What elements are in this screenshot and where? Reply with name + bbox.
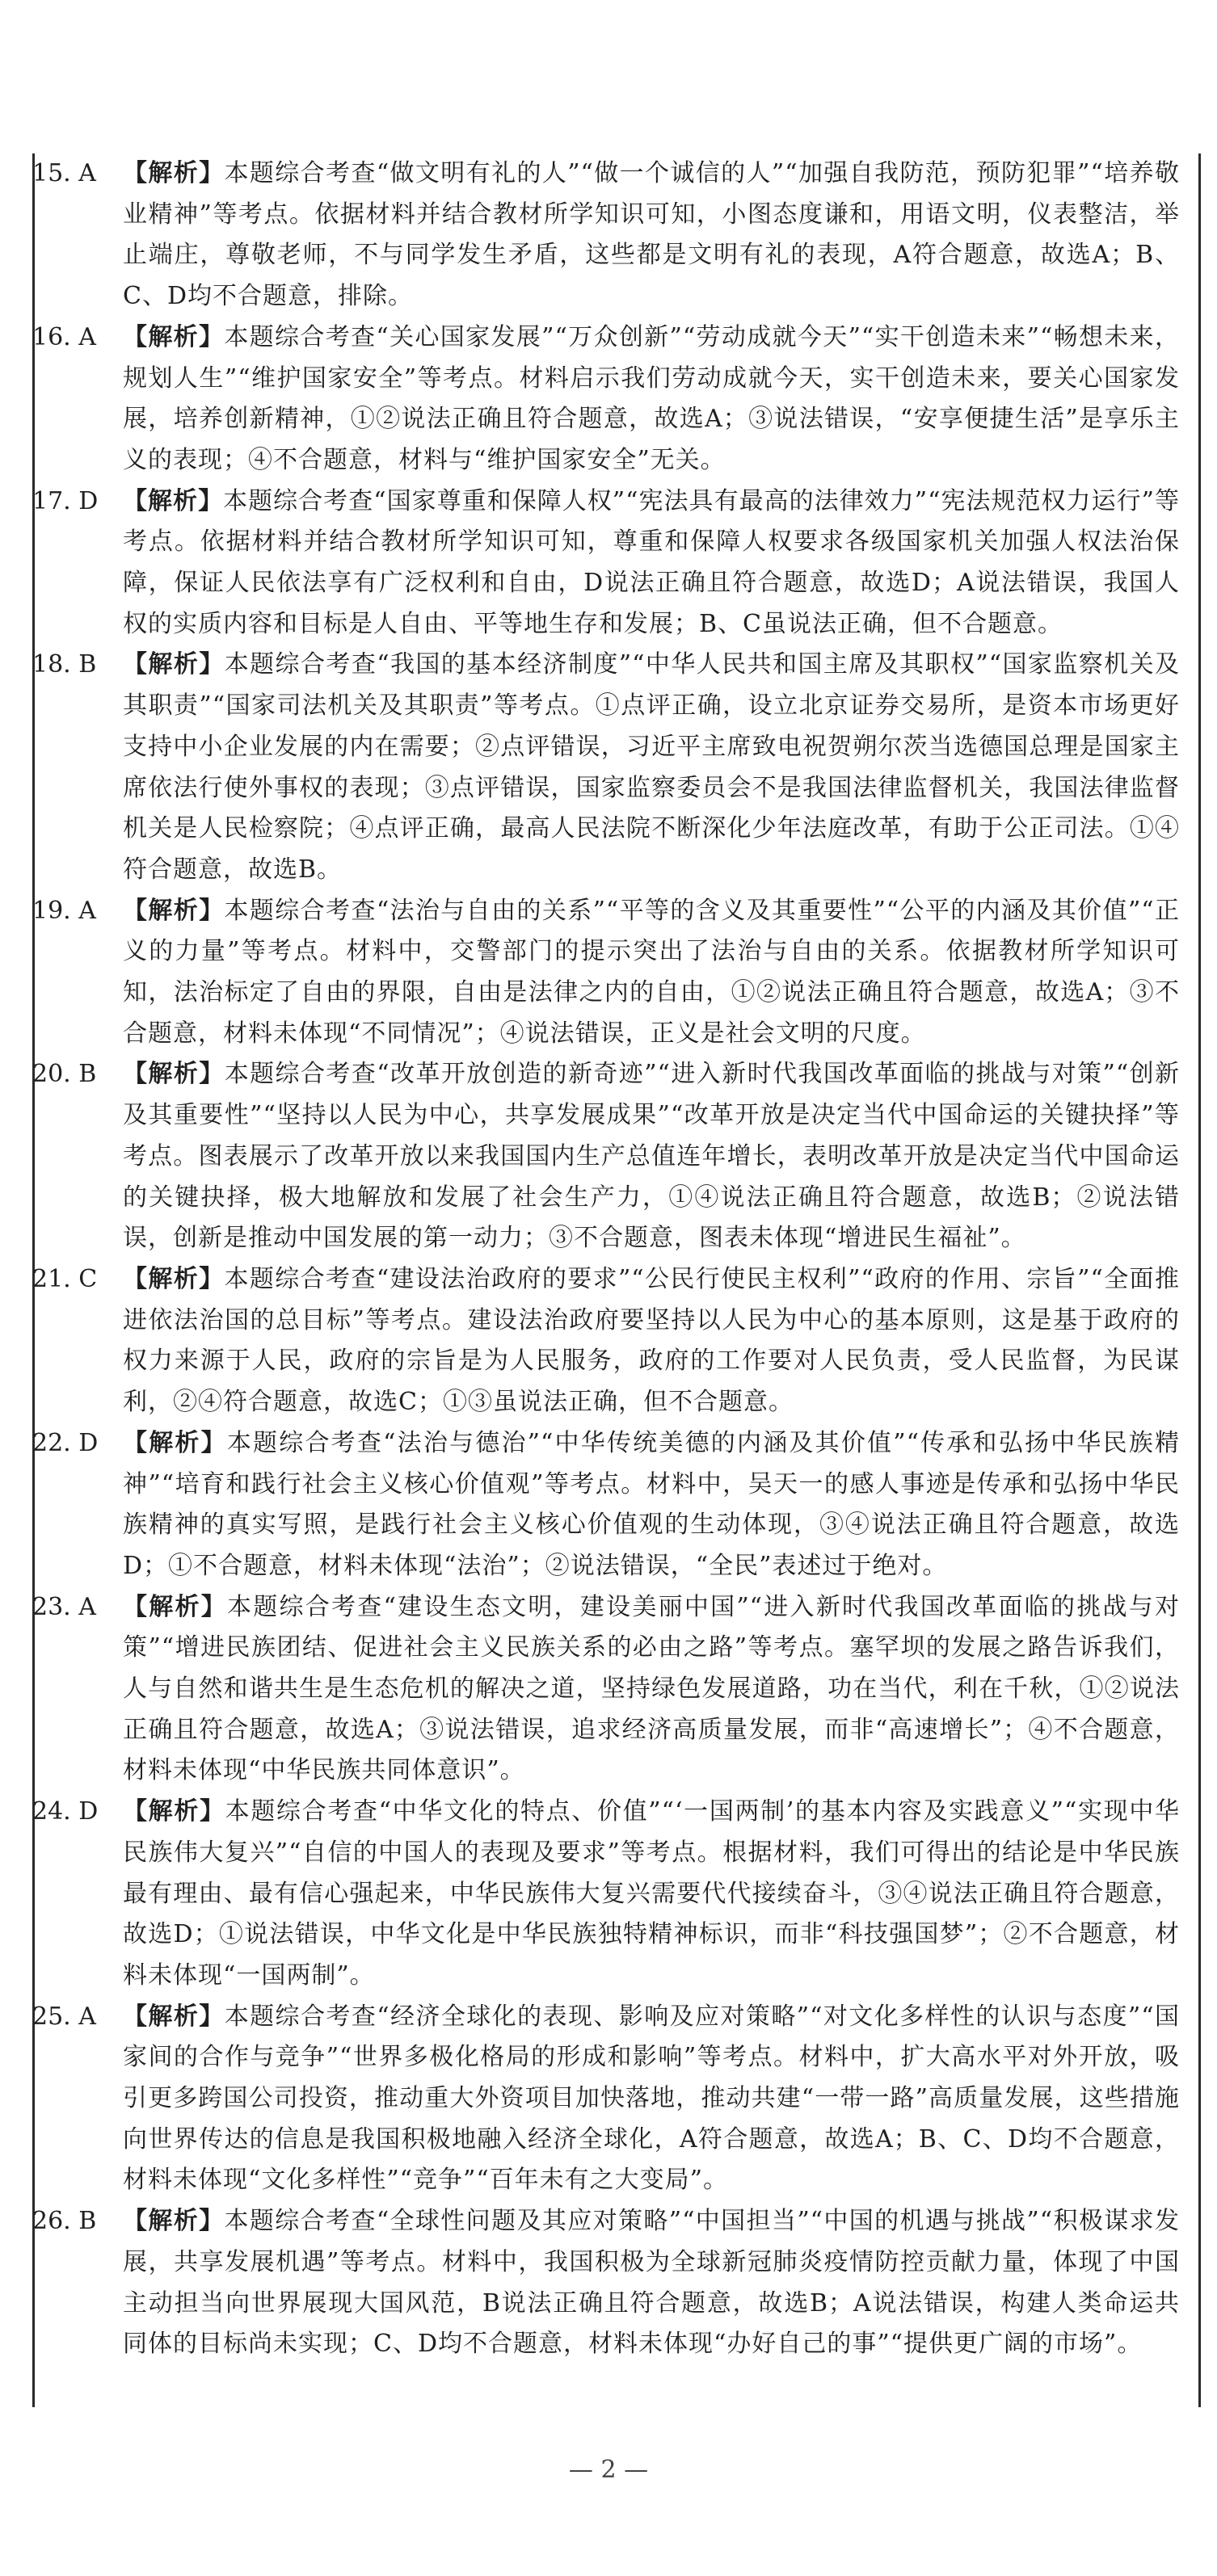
question-number: 18. B [32,650,97,679]
answer-item [32,1259,1180,1423]
analysis-text: 本题综合考查“法治与自由的关系”“平等的含义及其重要性”“公平的内涵及其价值”“正义的力量”等考点。材料中，交警部门的提示突出了法治与自由的关系。依据教材所学知识可知，法治标定了自由的界限，自由是法律之内的自由，①②说法正确且符合题意，故选A；③不合题意，材料未体现“不同情况”；④说法错误，正义是社会文明的尺度。 [123,896,1181,1048]
question-number: 24. D [32,1797,99,1826]
question-number: 23. A [32,1592,96,1621]
analysis-tag: 【解析】 [123,896,225,925]
analysis-text: 本题综合考查“关心国家发展”“万众创新”“劳动成就今天”“实干创造未来”“畅想未来，规划人生”“维护国家安全”等考点。材料启示我们劳动成就今天，实干创造未来，要关心国家发展，培养创新精神，①②说法正确且符合题意，故选A；③说法错误，“安享便捷生活”是享乐主义的表现；④不合题意，材料与“维护国家安全”无关。 [123,322,1181,474]
analysis-text: 本题综合考查“我国的基本经济制度”“中华人民共和国主席及其职权”“国家监察机关及其职责”“国家司法机关及其职责”等考点。①点评正确，设立北京证券交易所，是资本市场更好支持中小企业发展的内在需要；②点评错误，习近平主席致电祝贺朔尔茨当选德国总理是国家主席依法行使外事权的表现；③点评错误，国家监察委员会不是我国法律监督机关，我国法律监督机关是人民检察院；④点评正确，最高人民法院不断深化少年法庭改革，有助于公正司法。①④符合题意，故选B。 [123,650,1181,884]
question-number: 15. A [32,159,96,187]
answer-item [32,153,1180,317]
question-number: 20. B [32,1060,97,1089]
analysis-tag: 【解析】 [123,650,225,679]
answer-item [32,1423,1180,1587]
analysis-tag: 【解析】 [123,159,225,187]
question-number: 17. D [32,486,99,515]
analysis-text: 本题综合考查“建设生态文明，建设美丽中国”“进入新时代我国改革面临的挑战与对策”“增进民族团结、促进社会主义民族关系的必由之路”等考点。塞罕坝的发展之路告诉我们，人与自然和谐共生是生态危机的解决之道，坚持绿色发展道路，功在当代，利在千秋，①②说法正确且符合题意，故选A；③说法错误，追求经济高质量发展，而非“高速增长”；④不合题意，材料未体现“中华民族共同体意识”。 [123,1592,1180,1785]
answer-item [32,1587,1180,1792]
question-number: 26. B [32,2207,97,2236]
analysis-tag: 【解析】 [123,2002,225,2031]
analysis-tag: 【解析】 [123,1592,227,1621]
analysis-tag: 【解析】 [123,1428,227,1457]
analysis-tag: 【解析】 [123,2207,225,2236]
question-number: 22. D [32,1428,99,1457]
answer-item [32,1997,1180,2202]
answer-item [32,1054,1180,1259]
answer-item [32,481,1180,645]
question-number: 25. A [32,2002,96,2031]
analysis-tag: 【解析】 [123,1797,225,1826]
analysis-text: 本题综合考查“改革开放创造的新奇迹”“进入新时代我国改革面临的挑战与对策”“创新及其重要性”“坚持以人民为中心，共享发展成果”“改革开放是决定当代中国命运的关键抉择”等考点。图表展示了改革开放以来我国国内生产总值连年增长，表明改革开放是决定当代中国命运的关键抉择，极大地解放和发展了社会生产力，①④说法正确且符合题意，故选B；②说法错误，创新是推动中国发展的第一动力；③不合题意，图表未体现“增进民生福祉”。 [123,1060,1181,1253]
page-number: — 2 — [568,2456,649,2484]
answer-item [32,1792,1180,1997]
analysis-tag: 【解析】 [123,1264,225,1293]
answer-item [32,645,1180,890]
analysis-tag: 【解析】 [123,1060,225,1089]
analysis-text: 本题综合考查“中华文化的特点、价值”“‘一国两制’的基本内容及实践意义”“实现中华民族伟大复兴”“自信的中国人的表现及要求”等考点。根据材料，我们可得出的结论是中华民族最有理由、最有信心强起来，中华民族伟大复兴需要代代接续奋斗，③④说法正确且符合题意，故选D；①说法错误，中华文化是中华民族独特精神标识，而非“科技强国梦”；②不合题意，材料未体现“一国两制”。 [123,1797,1181,1990]
analysis-tag: 【解析】 [123,322,225,351]
analysis-text: 本题综合考查“建设法治政府的要求”“公民行使民主权利”“政府的作用、宗旨”“全面推进依法治国的总目标”等考点。建设法治政府要坚持以人民为中心的基本原则，这是基于政府的权力来源于人民，政府的宗旨是为人民服务，政府的工作要对人民负责，受人民监督，为民谋利，②④符合题意，故选C；①③虽说法正确，但不合题意。 [123,1264,1181,1417]
analysis-text: 本题综合考查“全球性问题及其应对策略”“中国担当”“中国的机遇与挑战”“积极谋求发展，共享发展机遇”等考点。材料中，我国积极为全球新冠肺炎疫情防控贡献力量，体现了中国主动担当向世界展现大国风范，B说法正确且符合题意，故选B；A说法错误，构建人类命运共同体的目标尚未实现；C、D均不合题意，材料未体现“办好自己的事”“提供更广阔的市场”。 [123,2207,1181,2359]
question-number: 16. A [32,322,96,351]
answer-explanations [32,153,1180,2365]
analysis-text: 本题综合考查“国家尊重和保障人权”“宪法具有最高的法律效力”“宪法规范权力运行”等考点。依据材料并结合教材所学知识可知，尊重和保障人权要求各级国家机关加强人权法治保障，保证人民依法享有广泛权利和自由，D说法正确且符合题意，故选D；A说法错误，我国人权的实质内容和目标是人自由、平等地生存和发展；B、C虽说法正确，但不合题意。 [123,486,1180,638]
answer-item [32,2201,1180,2365]
answer-item [32,891,1180,1055]
analysis-text: 本题综合考查“法治与德治”“中华传统美德的内涵及其价值”“传承和弘扬中华民族精神”“培育和践行社会主义核心价值观”等考点。材料中，吴天一的感人事迹是传承和弘扬中华民族精神的真实写照，是践行社会主义核心价值观的生动体现，③④说法正确且符合题意，故选D；①不合题意，材料未体现“法治”；②说法错误，“全民”表述过于绝对。 [123,1428,1181,1580]
answer-item [32,317,1180,481]
question-number: 19. A [32,896,96,925]
question-number: 21. C [32,1264,98,1293]
analysis-text: 本题综合考查“经济全球化的表现、影响及应对策略”“对文化多样性的认识与态度”“国家间的合作与竞争”“世界多极化格局的形成和影响”等考点。材料中，扩大高水平对外开放，吸引更多跨国公司投资，推动重大外资项目加快落地，推动共建“一带一路”高质量发展，这些措施向世界传达的信息是我国积极地融入经济全球化，A符合题意，故选A；B、C、D均不合题意，材料未体现“文化多样性”“竞争”“百年未有之大变局”。 [123,2002,1181,2195]
analysis-text: 本题综合考查“做文明有礼的人”“做一个诚信的人”“加强自我防范，预防犯罪”“培养敬业精神”等考点。依据材料并结合教材所学知识可知，小图态度谦和，用语文明，仪表整洁，举止端庄，尊敬老师，不与同学发生矛盾，这些都是文明有礼的表现，A符合题意，故选A；B、C、D均不合题意，排除。 [123,159,1181,311]
analysis-tag: 【解析】 [123,486,224,515]
